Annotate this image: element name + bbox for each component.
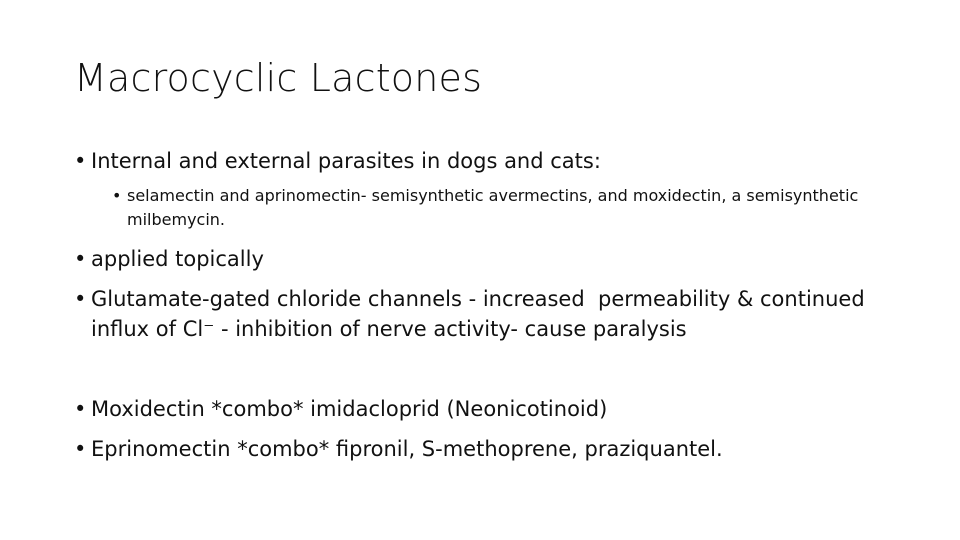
bullet-item [74, 284, 874, 344]
bullet-dot: • [74, 397, 87, 421]
bullet-text: Internal and external parasites in dogs and cats: [91, 149, 601, 173]
bullet-dot: • [74, 247, 87, 271]
bullet-text: Moxidectin *combo* imidacloprid (Neonicotinoid) [91, 397, 608, 421]
bullet-text: selamectin and aprinomectin- semisynthetic avermectins, and moxidectin, a semisynthetic milbemycin. [127, 186, 864, 229]
bullet-dot: • [74, 149, 87, 173]
bullet-item [74, 146, 874, 176]
bullet-text: Glutamate-gated chloride channels - increased permeability & continued influx of Cl⁻ - inhibition of nerve activity- cause paralysis [91, 287, 872, 341]
bullet-dot: • [112, 186, 122, 205]
bullet-dot: • [74, 287, 87, 311]
bullet-dot: • [74, 437, 87, 461]
bullet-item [74, 394, 874, 424]
bullet-item [74, 434, 874, 464]
sub-bullet-item [112, 184, 892, 232]
slide-title: Macrocyclic Lactones [74, 56, 483, 100]
bullet-text: applied topically [91, 247, 264, 271]
bullet-item [74, 244, 874, 274]
bullet-text: Eprinomectin *combo* fipronil, S-methoprene, praziquantel. [91, 437, 723, 461]
